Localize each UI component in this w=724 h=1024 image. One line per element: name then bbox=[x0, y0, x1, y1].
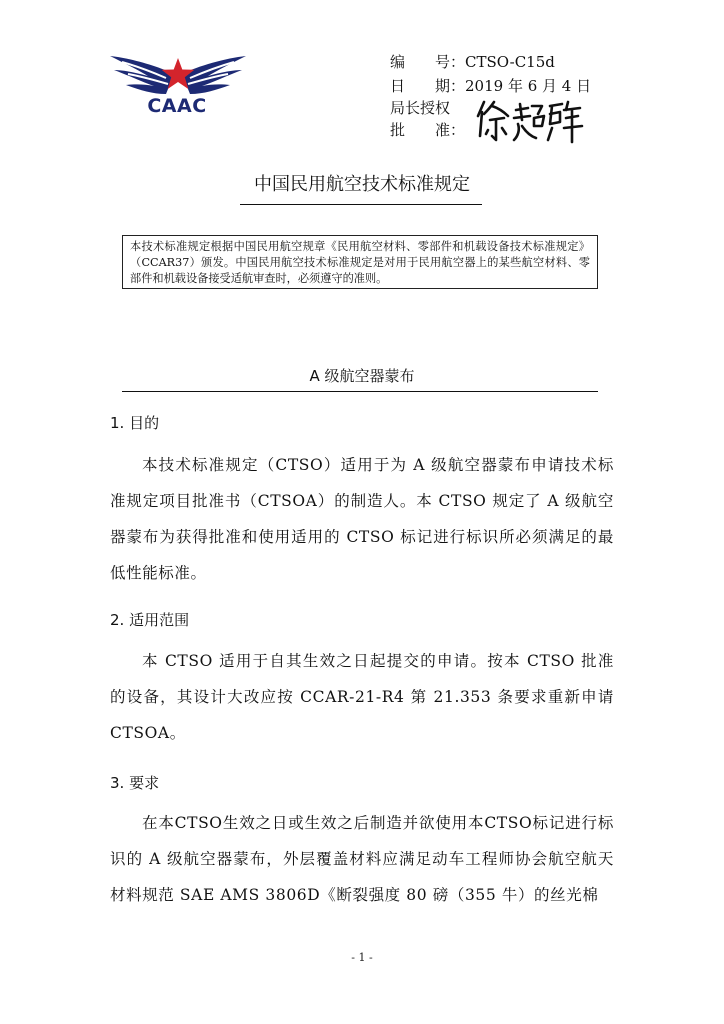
document-number-value: CTSO-C15d bbox=[465, 53, 555, 71]
approval-label: 批 准： bbox=[390, 121, 466, 139]
notice-box: 本技术标准规定根据中国民用航空规章《民用航空材料、零部件和机载设备技术标准规定》（CCAR37）颁发。中国民用航空技术标准规定是对用于民用航空器上的某些航空材料、零部件和机载设备接受适航审查时，必须遵守的准则。 bbox=[122, 235, 598, 289]
section-body: 本 CTSO 适用于自其生效之日起提交的申请。按本 CTSO 批准的设备，其设计大改应按 CCAR-21-R4 第 21.353 条要求重新申请 CTSOA。 bbox=[110, 652, 614, 742]
document-title: 中国民用航空技术标准规定 bbox=[254, 174, 470, 195]
document-number-label: 编 号： bbox=[390, 53, 466, 71]
logo-text: CAAC bbox=[147, 95, 207, 117]
section-heading: 2. 适用范围 bbox=[110, 611, 190, 629]
subject-underline bbox=[122, 391, 598, 392]
title-underline bbox=[240, 204, 482, 205]
document-date bbox=[390, 76, 591, 96]
subject-title: A 级航空器蒙布 bbox=[309, 367, 415, 385]
authorization-label: 局长授权 bbox=[390, 99, 451, 117]
document-date-value: 2019 年 6 月 4 日 bbox=[465, 77, 592, 95]
page-number: - 1 - bbox=[351, 951, 373, 964]
signature-image bbox=[474, 96, 586, 146]
section-body: 在本CTSO生效之日或生效之后制造并欲使用本CTSO标记进行标识的 A 级航空器蒙布，外层覆盖材料应满足动车工程师协会航空航天材料规范 SAE AMS 3806D《断裂强度 80 磅（355 牛）的丝光棉 bbox=[110, 814, 614, 904]
section-body: 本技术标准规定（CTSO）适用于为 A 级航空器蒙布申请技术标准规定项目批准书（CTSOA）的制造人。本 CTSO 规定了 A 级航空器蒙布为获得批准和使用适用的 CTSO 标记进行标识所必须满足的最低性能标准。 bbox=[110, 456, 614, 582]
document-number bbox=[390, 52, 555, 72]
document-date-label: 日 期： bbox=[390, 77, 466, 95]
section-heading: 1. 目的 bbox=[110, 414, 160, 432]
section-heading: 3. 要求 bbox=[110, 774, 160, 792]
signature-text bbox=[0, 0, 1, 1]
